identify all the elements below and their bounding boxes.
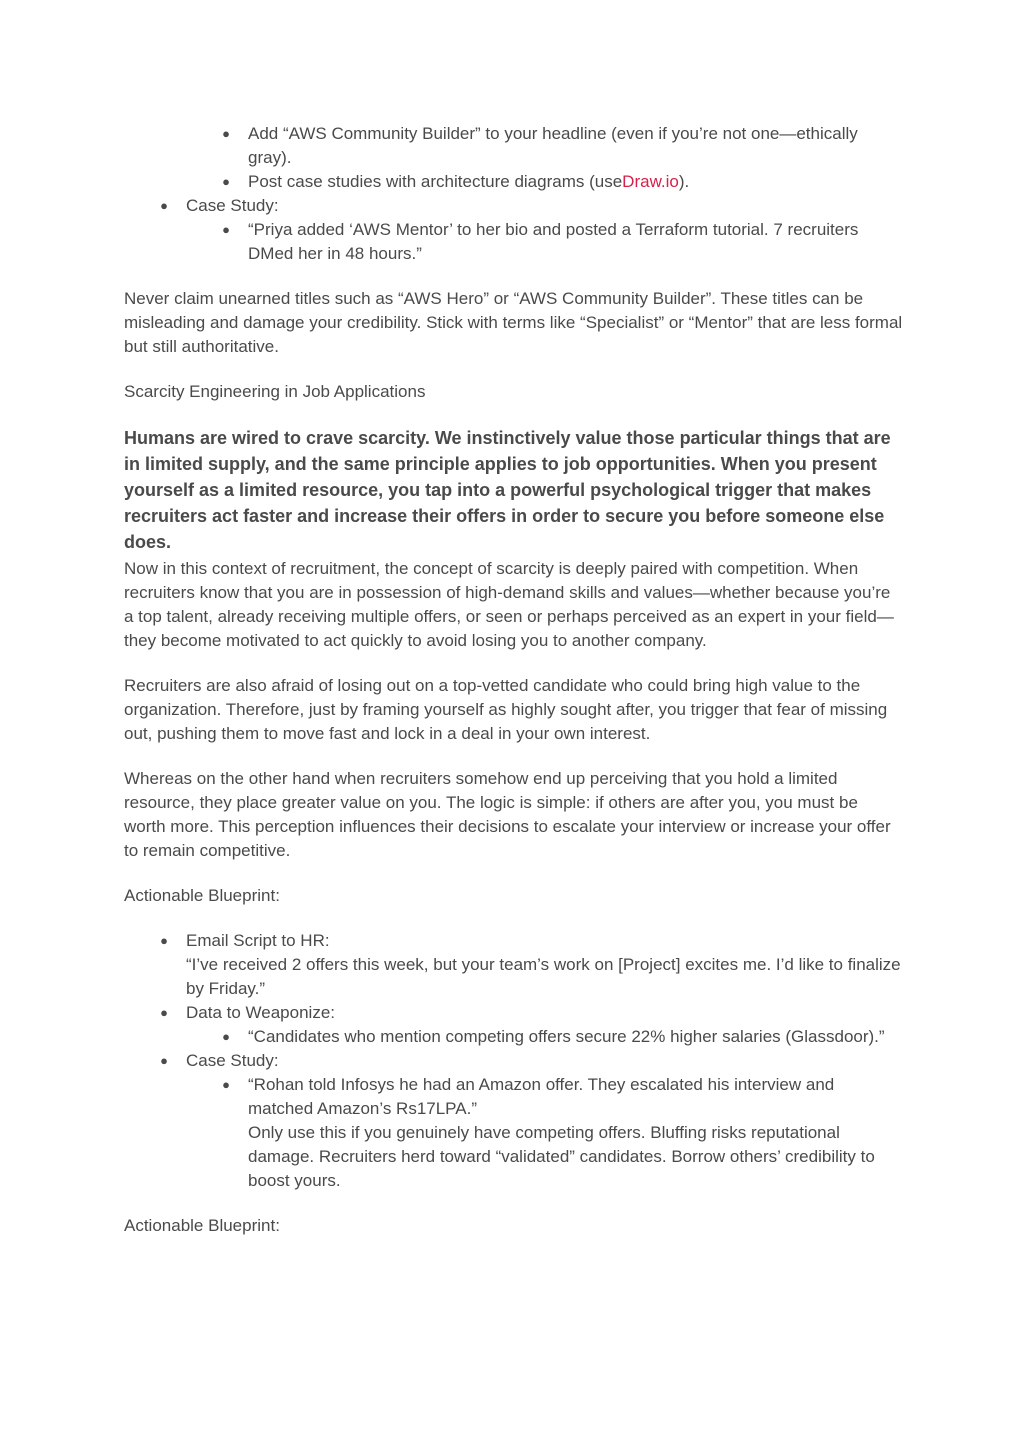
bullet-icon: ● [160, 1005, 168, 1020]
section-title: Scarcity Engineering in Job Applications [124, 382, 426, 401]
top-bullet-list [124, 122, 904, 266]
case-study-quote: “Rohan told Infosys he had an Amazon offer. They escalated his interview and matched Amazon’s Rs17LPA.” [248, 1075, 835, 1118]
case-study-label: Case Study: [186, 196, 279, 215]
caution-paragraph: Never claim unearned titles such as “AWS Hero” or “AWS Community Builder”. These titles can be misleading and damage your credibility. Stick with terms like “Specialist” or “Mentor” that are less formal but still authoritative. [124, 289, 903, 356]
case-study-label: Case Study: [186, 1051, 279, 1070]
bullet-icon: ● [222, 1029, 230, 1044]
bold-intro-paragraph: Humans are wired to crave scarcity. We instinctively value those particular things that are in limited supply, and the same principle applies to job opportunities. When you present yourself as a limited resource, you tap into a powerful psychological trigger that makes recruiters act faster and increase their offers in order to secure you before someone else does. [124, 428, 891, 552]
list-item [124, 1001, 904, 1025]
case-study-quote: “Priya added ‘AWS Mentor’ to her bio and posted a Terraform tutorial. 7 recruiters DMed her in 48 hours.” [248, 220, 859, 263]
list-item [124, 218, 904, 266]
list-item [124, 122, 904, 170]
list-item [124, 1073, 904, 1193]
blueprint-bullet-list [124, 929, 904, 1193]
list-item-text: Post case studies with architecture diagrams (use [248, 172, 623, 191]
bullet-icon: ● [160, 1053, 168, 1068]
list-item-text-end: ). [678, 172, 690, 191]
list-item [124, 1049, 904, 1073]
list-item-text: Add “AWS Community Builder” to your headline (even if you’re not one—ethically gray). [248, 124, 858, 167]
list-item [124, 929, 904, 1001]
bullet-icon: ● [160, 933, 168, 948]
bullet-icon: ● [222, 1077, 230, 1092]
bullet-icon: ● [222, 174, 230, 189]
document-body [124, 122, 904, 1238]
body-paragraph: Whereas on the other hand when recruiters somehow end up perceiving that you hold a limited resource, they place greater value on you. The logic is simple: if others are after you, you must be worth more. This perception influences their decisions to escalate your interview or increase your offer to remain competitive. [124, 769, 891, 860]
bullet-icon: ● [222, 126, 230, 141]
data-label: Data to Weaponize: [186, 1003, 335, 1022]
body-paragraph: Recruiters are also afraid of losing out on a top-vetted candidate who could bring high value to the organization. Therefore, just by framing yourself as highly sought after, you trigger that fear of missing out, pushing them to move fast and lock in a deal in your own interest. [124, 676, 888, 743]
bullet-icon: ● [222, 222, 230, 237]
data-quote: “Candidates who mention competing offers secure 22% higher salaries (Glassdoor).” [248, 1027, 885, 1046]
case-study-note: Only use this if you genuinely have competing offers. Bluffing risks reputational damage. Recruiters herd toward “validated” candidates. Borrow others’ credibility to boost yours. [248, 1123, 875, 1190]
list-item [124, 170, 904, 194]
bullet-icon: ● [160, 198, 168, 213]
list-item [124, 1025, 904, 1049]
email-script-label: Email Script to HR: [186, 931, 330, 950]
body-paragraph: Now in this context of recruitment, the concept of scarcity is deeply paired with competition. When recruiters know that you are in possession of high-demand skills and values—whether because you’re a top talent, already receiving multiple offers, or seen or perhaps perceived as an expert in your field—they become motivated to act quickly to avoid losing you to another company. [124, 559, 894, 650]
blueprint-heading: Actionable Blueprint: [124, 1216, 280, 1235]
list-item [124, 194, 904, 218]
email-script-quote: “I’ve received 2 offers this week, but your team’s work on [Project] excites me. I’d like to finalize by Friday.” [186, 955, 901, 998]
drawio-link[interactable]: Draw.io [622, 172, 679, 191]
blueprint-heading: Actionable Blueprint: [124, 886, 280, 905]
